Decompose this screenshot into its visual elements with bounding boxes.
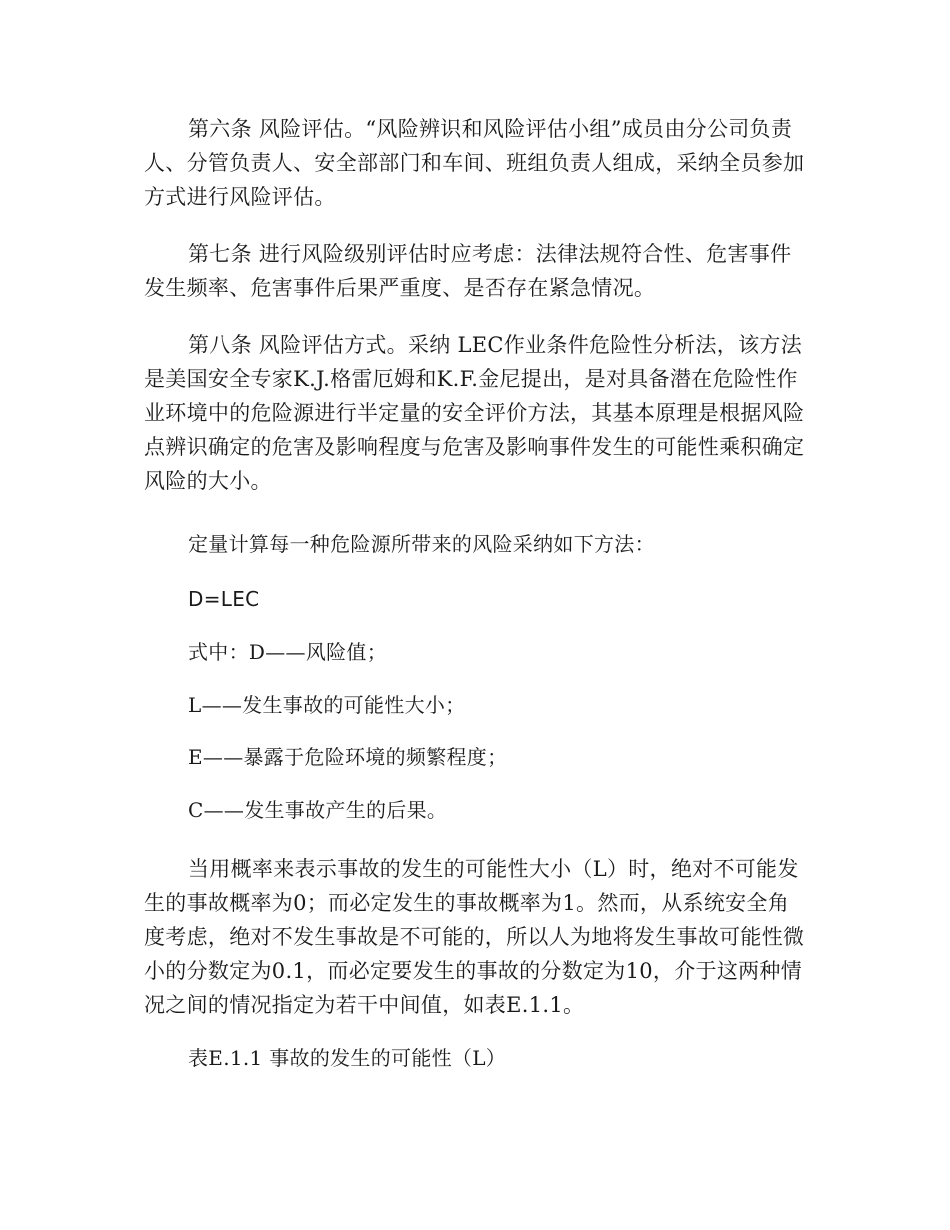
formula-dlec: D=LEC (188, 587, 260, 611)
definition-d: 式中：D——风险值； (188, 640, 388, 664)
table-caption: 表E.1.1 事故的发生的可能性（L） (188, 1046, 507, 1070)
paragraph-article-8: 第八条 风险评估方式。采纳 LEC作业条件危险性分析法，该方法是美国安全专家K.J.格雷厄姆和K.F.金尼提出，是对具备潜在危险性作业环境中的危险源进行半定量的安全评价方法，其基本原理是根据风险点辨识确定的危害及影响程度与危害及影响事件发生的可能性乘积确定风险的大小。 (144, 333, 805, 493)
paragraph-calculation-intro: 定量计算每一种危险源所带来的风险采纳如下方法： (188, 532, 655, 556)
paragraph-article-6: 第六条 风险评估。“风险辨识和风险评估小组”成员由分公司负责人、分管负责人、安全部部门和车间、班组负责人组成，采纳全员参加方式进行风险评估。 (144, 117, 805, 209)
paragraph-probability: 当用概率来表示事故的发生的可能性大小（L）时，绝对不可能发生的事故概率为0；而必定发生的事故概率为1。然而，从系统安全角度考虑，绝对不发生事故是不可能的，所以人为地将发生事故可能性微小的分数定为0.1，而必定要发生的事故的分数定为10，介于这两种情况之间的情况指定为若干中间值，如表E.1.1。 (144, 857, 805, 1017)
definition-e: E——暴露于危险环境的频繁程度； (188, 745, 508, 769)
definition-c: C——发生事故产生的后果。 (188, 798, 448, 822)
definition-l: L——发生事故的可能性大小； (188, 693, 466, 717)
paragraph-article-7: 第七条 进行风险级别评估时应考虑：法律法规符合性、危害事件发生频率、危害事件后果严重度、是否存在紧急情况。 (144, 242, 792, 300)
